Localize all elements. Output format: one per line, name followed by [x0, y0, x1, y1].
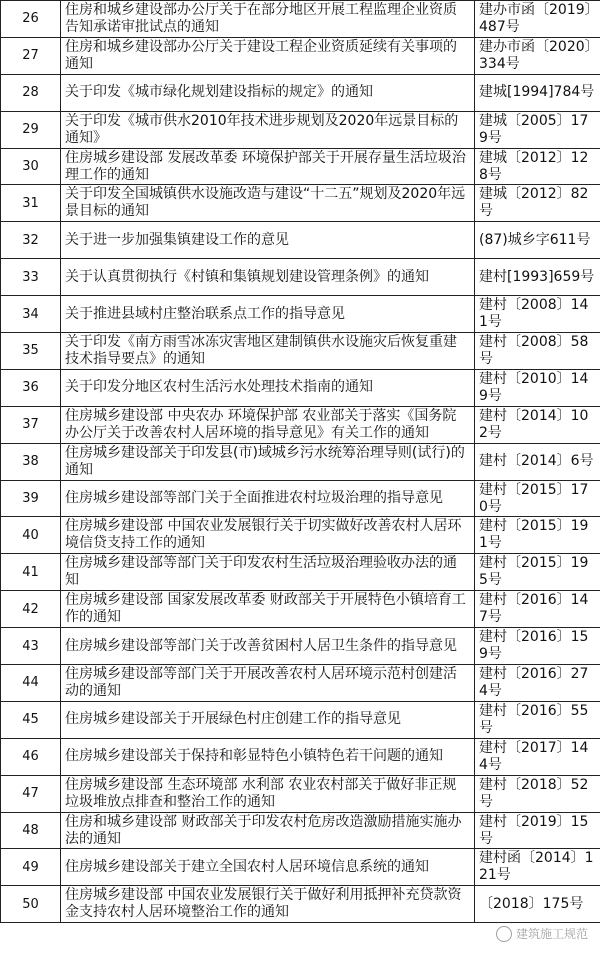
- row-number: 48: [1, 812, 61, 849]
- document-number: 建村〔2015〕191号: [475, 517, 600, 554]
- row-number: 41: [1, 554, 61, 591]
- document-title: 住房城乡建设部 中国农业发展银行关于切实做好改善农村人居环境信贷支持工作的通知: [61, 517, 475, 554]
- document-number: 〔2018〕175号: [475, 886, 600, 923]
- table-row: [1, 111, 600, 148]
- row-number: 47: [1, 775, 61, 812]
- row-number: 34: [1, 296, 61, 333]
- document-title: 关于印发《南方雨雪冰冻灾害地区建制镇供水设施灾后恢复重建技术指导要点》的通知: [61, 333, 475, 370]
- table-row: [1, 37, 600, 74]
- table-row: [1, 738, 600, 775]
- row-number: 32: [1, 222, 61, 259]
- row-number: 46: [1, 738, 61, 775]
- row-number: 40: [1, 517, 61, 554]
- document-number: 建城〔2012〕82号: [475, 185, 600, 222]
- document-number: 建村〔2018〕52号: [475, 775, 600, 812]
- document-number: 建村〔2019〕15号: [475, 812, 600, 849]
- table-row: [1, 443, 600, 480]
- table-row: [1, 406, 600, 443]
- regulation-table-body: [1, 1, 600, 923]
- table-row: [1, 1, 600, 38]
- wechat-icon: [496, 926, 512, 942]
- table-row: [1, 369, 600, 406]
- document-title: 住房城乡建设部 中央农办 环境保护部 农业部关于落实《国务院办公厅关于改善农村人居环境的指导意见》有关工作的通知: [61, 406, 475, 443]
- document-title: 住房和城乡建设部 财政部关于印发农村危房改造激励措施实施办法的通知: [61, 812, 475, 849]
- document-number: 建村〔2014〕102号: [475, 406, 600, 443]
- table-row: [1, 701, 600, 738]
- document-title: 住房和城乡建设部办公厅关于在部分地区开展工程监理企业资质告知承诺审批试点的通知: [61, 1, 475, 38]
- row-number: 44: [1, 665, 61, 702]
- table-row: [1, 517, 600, 554]
- table-row: [1, 148, 600, 185]
- document-title: 住房城乡建设部 发展改革委 环境保护部关于开展存量生活垃圾治理工作的通知: [61, 148, 475, 185]
- document-number: 建村〔2016〕274号: [475, 665, 600, 702]
- document-title: 关于印发全国城镇供水设施改造与建设“十二五”规划及2020年远景目标的通知: [61, 185, 475, 222]
- document-number: 建村〔2016〕159号: [475, 628, 600, 665]
- table-row: [1, 591, 600, 628]
- row-number: 26: [1, 1, 61, 38]
- document-title: 住房城乡建设部关于印发县(市)域城乡污水统筹治理导则(试行)的通知: [61, 443, 475, 480]
- table-row: [1, 665, 600, 702]
- document-title: 住房城乡建设部 中国农业发展银行关于做好利用抵押补充贷款资金支持农村人居环境整治工作的通知: [61, 886, 475, 923]
- document-title: 住房城乡建设部关于保持和彰显特色小镇特色若干问题的通知: [61, 738, 475, 775]
- document-title: 关于认真贯彻执行《村镇和集镇规划建设管理条例》的通知: [61, 259, 475, 296]
- document-number: 建城〔2005〕179号: [475, 111, 600, 148]
- document-number: 建村〔2008〕141号: [475, 296, 600, 333]
- document-title: 住房城乡建设部等部门关于印发农村生活垃圾治理验收办法的通知: [61, 554, 475, 591]
- table-row: [1, 775, 600, 812]
- row-number: 50: [1, 886, 61, 923]
- document-title: 住房和城乡建设部办公厅关于建设工程企业资质延续有关事项的通知: [61, 37, 475, 74]
- table-row: [1, 296, 600, 333]
- document-title: 住房城乡建设部等部门关于全面推进农村垃圾治理的指导意见: [61, 480, 475, 517]
- document-number: 建村〔2008〕58号: [475, 333, 600, 370]
- document-title: 关于推进县域村庄整治联系点工作的指导意见: [61, 296, 475, 333]
- table-row: [1, 185, 600, 222]
- document-number: 建办市函〔2020〕334号: [475, 37, 600, 74]
- watermark: [496, 925, 588, 942]
- row-number: 36: [1, 369, 61, 406]
- document-title: 关于印发《城市供水2010年技术进步规划及2020年远景目标的通知》: [61, 111, 475, 148]
- row-number: 35: [1, 333, 61, 370]
- row-number: 49: [1, 849, 61, 886]
- document-number: 建村〔2016〕55号: [475, 701, 600, 738]
- document-title: 住房城乡建设部关于建立全国农村人居环境信息系统的通知: [61, 849, 475, 886]
- document-number: 建村〔2015〕170号: [475, 480, 600, 517]
- table-row: [1, 480, 600, 517]
- row-number: 27: [1, 37, 61, 74]
- document-title: 住房城乡建设部等部门关于开展改善农村人居环境示范村创建活动的通知: [61, 665, 475, 702]
- document-title: 住房城乡建设部等部门关于改善贫困村人居卫生条件的指导意见: [61, 628, 475, 665]
- table-row: [1, 554, 600, 591]
- row-number: 29: [1, 111, 61, 148]
- row-number: 30: [1, 148, 61, 185]
- table-row: [1, 812, 600, 849]
- document-number: 建村〔2016〕147号: [475, 591, 600, 628]
- row-number: 33: [1, 259, 61, 296]
- document-number: 建村〔2010〕149号: [475, 369, 600, 406]
- table-row: [1, 849, 600, 886]
- table-row: [1, 259, 600, 296]
- document-title: 关于印发分地区农村生活污水处理技术指南的通知: [61, 369, 475, 406]
- document-title: 住房城乡建设部 国家发展改革委 财政部关于开展特色小镇培育工作的通知: [61, 591, 475, 628]
- document-title: 住房城乡建设部 生态环境部 水利部 农业农村部关于做好非正规垃圾堆放点排查和整治工作的通知: [61, 775, 475, 812]
- table-row: [1, 886, 600, 923]
- document-number: 建村〔2014〕6号: [475, 443, 600, 480]
- row-number: 28: [1, 74, 61, 111]
- document-number: 建村〔2015〕195号: [475, 554, 600, 591]
- table-row: [1, 74, 600, 111]
- document-number: 建村[1993]659号: [475, 259, 600, 296]
- document-number: 建村函〔2014〕121号: [475, 849, 600, 886]
- row-number: 42: [1, 591, 61, 628]
- row-number: 45: [1, 701, 61, 738]
- table-row: [1, 333, 600, 370]
- row-number: 37: [1, 406, 61, 443]
- document-number: 建城〔2012〕128号: [475, 148, 600, 185]
- document-number: (87)城乡字611号: [475, 222, 600, 259]
- document-title: 关于进一步加强集镇建设工作的意见: [61, 222, 475, 259]
- watermark-text: 建筑施工规范: [515, 927, 588, 941]
- document-number: 建城[1994]784号: [475, 74, 600, 111]
- document-number: 建办市函〔2019〕487号: [475, 1, 600, 38]
- document-title: 关于印发《城市绿化规划建设指标的规定》的通知: [61, 74, 475, 111]
- row-number: 39: [1, 480, 61, 517]
- table-row: [1, 628, 600, 665]
- row-number: 43: [1, 628, 61, 665]
- table-row: [1, 222, 600, 259]
- document-number: 建村〔2017〕144号: [475, 738, 600, 775]
- document-title: 住房城乡建设部关于开展绿色村庄创建工作的指导意见: [61, 701, 475, 738]
- row-number: 31: [1, 185, 61, 222]
- row-number: 38: [1, 443, 61, 480]
